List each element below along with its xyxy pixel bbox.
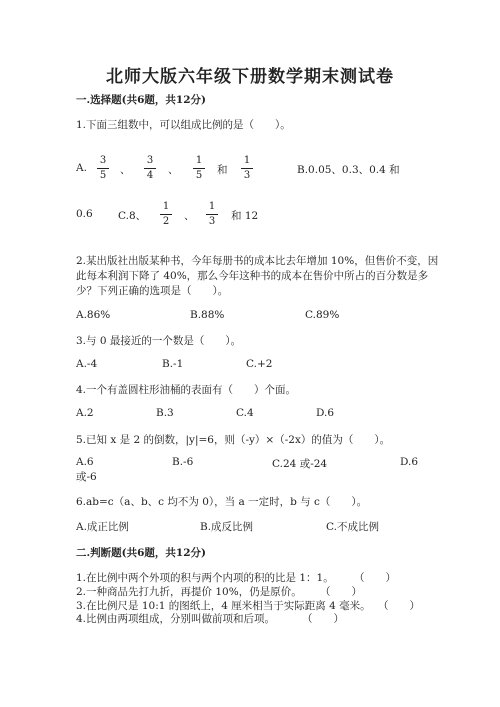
fraction-bar — [160, 214, 172, 215]
judgment-item-1: 1.在比例中两个外项的积与两个内项的积的比是 1：1。 — [76, 572, 334, 584]
q1-a-fraction-2 — [144, 155, 156, 182]
q6-option-b: B.成反比例 — [200, 521, 254, 533]
q1-a-separator: 、 — [120, 164, 131, 176]
judgment-item-2-blank: （ ） — [320, 586, 362, 598]
fraction-numerator: 3 — [99, 155, 107, 166]
section-heading-judgment: 二.判断题(共6题，共12分) — [76, 547, 207, 559]
q1-a-separator: 、 — [168, 164, 179, 176]
q2-option-a: A.86% — [76, 309, 111, 321]
q6-option-a: A.成正比例 — [76, 521, 129, 533]
q5-option-a: A.6 — [76, 456, 94, 468]
q1-c-tail: 和 12 — [231, 210, 259, 222]
judgment-item-1-blank: （ ） — [354, 572, 396, 584]
q1-a-fraction-3 — [193, 155, 205, 182]
q4-option-d: D.6 — [316, 407, 335, 419]
q2-option-c: C.89% — [305, 309, 340, 321]
q3-option-b: B.-1 — [162, 358, 184, 370]
question-6-stem: 6.ab=c（a、b、c 均不为 0），当 a 一定时，b 与 c（ ）。 — [76, 496, 368, 508]
fraction-bar — [206, 214, 218, 215]
fraction-numerator: 1 — [195, 155, 203, 166]
q1-option-b: B.0.05、0.3、0.4 和 — [297, 164, 400, 176]
fraction-bar — [144, 168, 156, 169]
q1-a-fraction-1 — [97, 155, 109, 182]
q5-option-b: B.-6 — [172, 456, 194, 468]
judgment-item-3-blank: （ ） — [378, 600, 420, 612]
question-5-stem: 5.已知 x 是 2 的倒数，|y|=6，则（-y）×（-2x）的值为（ ）。 — [76, 434, 391, 446]
judgment-item-3: 3.在比例尺是 10:1 的图纸上，4 厘米相当于实际距离 4 毫米。 — [76, 600, 371, 612]
fraction-numerator: 3 — [146, 155, 154, 166]
q1-option-c-label: C.8、 — [118, 210, 147, 222]
fraction-denominator: 2 — [162, 216, 170, 227]
question-2-line-2: 此每本利润下降了 40%，那么今年这种书的成本在售价中所占的百分数是多 — [76, 270, 429, 282]
fraction-denominator: 5 — [195, 170, 203, 181]
q1-option-a-label: A. — [76, 162, 87, 174]
q1-c-fraction-2 — [206, 201, 218, 228]
question-1-stem: 1.下面三组数中，可以组成比例的是（ ）。 — [76, 119, 291, 131]
question-2-line-3: 少？下列正确的选项是（ ）。 — [76, 285, 229, 297]
q3-option-c: C.+2 — [246, 358, 273, 370]
q4-option-b: B.3 — [156, 407, 174, 419]
q1-a-fraction-4 — [241, 155, 253, 182]
q5-option-d-continued: 或-6 — [76, 471, 97, 483]
page-title: 北师大版六年级下册数学期末测试卷 — [106, 67, 394, 87]
q2-option-b: B.88% — [190, 309, 225, 321]
question-3-stem: 3.与 0 最接近的一个数是（ ）。 — [76, 335, 242, 347]
fraction-denominator: 5 — [99, 170, 107, 181]
q3-option-a: A.-4 — [76, 358, 98, 370]
q5-option-c: C.24 或-24 — [272, 458, 328, 470]
fraction-numerator: 1 — [162, 201, 170, 212]
fraction-bar — [241, 168, 253, 169]
q1-c-separator: 、 — [184, 210, 195, 222]
fraction-denominator: 4 — [146, 170, 154, 181]
judgment-item-2: 2.一种商品先打九折，再提价 10%，仍是原价。 — [76, 586, 302, 598]
q1-option-b-continued: 0.6 — [76, 208, 93, 220]
fraction-numerator: 1 — [243, 155, 251, 166]
judgment-item-4-blank: （ ） — [302, 613, 344, 625]
fraction-bar — [193, 168, 205, 169]
q6-option-c: C.不成比例 — [326, 521, 379, 533]
fraction-numerator: 1 — [208, 201, 216, 212]
section-heading-choice: 一.选择题(共6题，共12分) — [76, 94, 207, 106]
q1-c-fraction-1 — [160, 201, 172, 228]
question-4-stem: 4.一个有盖圆柱形油桶的表面有（ ）个面。 — [76, 384, 297, 396]
fraction-denominator: 3 — [208, 216, 216, 227]
fraction-denominator: 3 — [243, 170, 251, 181]
q1-a-separator: 和 — [217, 164, 228, 176]
q4-option-c: C.4 — [236, 407, 254, 419]
q5-option-d: D.6 — [400, 456, 419, 468]
q4-option-a: A.2 — [76, 407, 94, 419]
judgment-item-4: 4.比例由两项组成，分别叫做前项和后项。 — [76, 613, 276, 625]
question-2-line-1: 2.某出版社出版某种书，今年每册书的成本比去年增加 10%，但售价不变，因 — [76, 255, 439, 267]
fraction-bar — [97, 168, 109, 169]
